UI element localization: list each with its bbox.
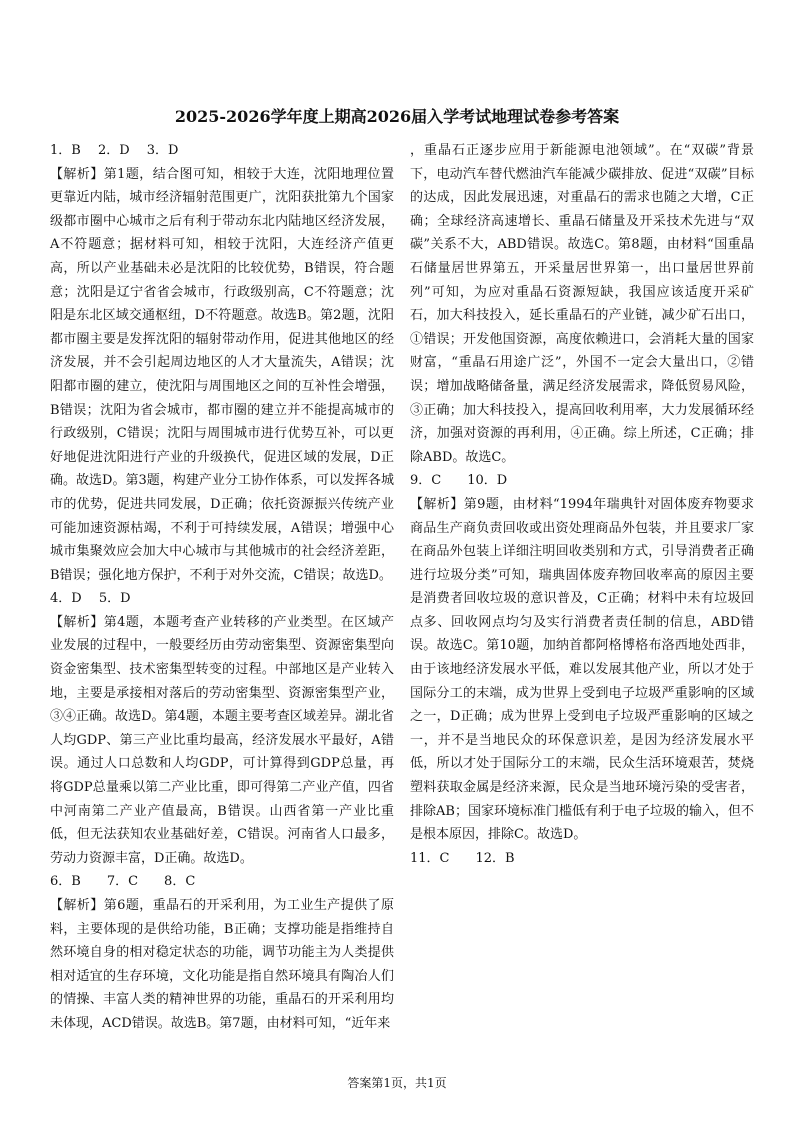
explanation-6-8-text: 【解析】第6题，重晶石的开采利用，为工业生产提供了原料，主要体现的是供给功能，B正确；支撑功能是指维持自然环境自身的相对稳定状态的功能，调节功能主为人类提供相对适宜的生存环境，文化功能是指自然环境具有陶冶人们的情操、丰富人类的精神世界的功能，重晶石的开采利用均未体现，ACD错误。故选B。第7题，由材料可知，“近年来 (50, 898, 394, 1031)
page-footer: 答案第1页，共1页 (347, 1076, 447, 1090)
explanation-4-5: 【解析】第4题，本题考查产业转移的产业类型。在区域产业发展的过程中，一般要经历由劳动密集型、资源密集型向资金密集型、技术密集型转变的过程。中部地区是产业转入地，主要是承接相对落后的劳动密集型、资源密集型产业，③④正确。故选D。第4题，本题主要考查区域差异。湖北省人均GDP、第三产业比重均最高，经济发展水平最好，A错误。通过人口总数和人均GDP，可计算得到GDP总量，再将GDP总量乘以第二产业比重，即可得第二产业产值，四省中河南第二产业产值最高，B错误。山西省第一产业比重低，但无法获知农业基础好差，C错误。河南省人口最多，劳动力资源丰富，D正确。故选D。 (50, 614, 394, 866)
explanation-6-8-continued: ，重晶石正逐步应用于新能源电池领域”。在“双碳”背景下，电动汽车替代燃油汽车能减少碳排放、促进“双碳”目标的达成，因此发展迅速，对重晶石的需求也随之大增，C正确；全球经济高速增长、重晶石储量及开采技术先进与“双碳”关系不大，ABD错误。故选C。第8题，由材料“国重晶石储量居世界第五，开采量居世界第一，出口量居世界前列”可知，为应对重晶石资源短缺，我国应该适度开采矿石，加大科技投入，延长重晶石的产业链，减少矿石出口，①错误；开发他国资源，高度依赖进口，会消耗大量的国家财富，“重晶石用途广泛”，外国不一定会大量出口，②错误；增加战略储备量，满足经济发展需求，降低贸易风险，③正确；加大科技投入，提高回收利用率，大力发展循环经济，加强对资源的再利用，④正确。综上所述，C正确；排除ABD。故选C。 (410, 143, 754, 465)
answer-key-9-10: 9．C 10．D (410, 473, 508, 489)
left-column (50, 139, 394, 1036)
answer-key-4-5: 4．D 5．D (50, 591, 131, 607)
explanation-9-10: 【解析】第9题，由材料“1994年瑞典针对固体废弃物要求商品生产商负责回收或出资处理商品外包装，并且要求厂家在商品外包装上详细注明回收类别和方式，引导消费者正确进行垃圾分类”可知，瑞典固体废弃物回收率高的原因主要是消费者回收垃圾的意识普及，C正确；材料中未有垃圾回点多、回收网点均匀及实行消费者责任制的信息，ABD错误。故选C。第10题，加纳首都阿格博格布洛西地处西非，由于该地经济发展水平低，难以发展其他产业，所以才处于国际分工的末端，成为世界上受到电子垃圾严重影响的区域之一，D正确；成为世界上受到电子垃圾严重影响的区域之一，并不是当地民众的环保意识差，是因为经济发展水平低，所以才处于国际分工的末端，民众生活环境艰苦，焚烧塑料获取金属是经济来源，民众是当地环境污染的受害者，排除AB；国家环境标准门槛低有利于电子垃圾的输入，但不是根本原因，排除C。故选D。 (410, 496, 754, 843)
page-title: 2025-2026学年度上期高2026届入学考试地理试卷参考答案 (174, 107, 620, 126)
answer-key-11-12: 11．C 12．B (410, 850, 515, 866)
answer-key-1-3: 1．B 2．D 3．D (50, 143, 179, 158)
answer-key-6-8: 6．B 7．C 8．C (50, 874, 196, 890)
right-column (410, 139, 754, 870)
explanation-6-8 (50, 894, 394, 1036)
explanation-1-3: 【解析】第1题，结合图可知，相较于大连，沈阳地理位置更靠近内陆，城市经济辐射范围更广，沈阳获批第九个国家级都市圈中心城市之后有利于带动东北内陆地区经济发展，A不符题意；据材料可知，相较于沈阳，大连经济产值更高，所以产业基础未必是沈阳的比较优势，B错误，符合题意；沈阳是辽宁省省会城市，行政级别高，C不符题意；沈阳是东北区域交通枢纽，D不符题意。故选B。第2题，沈阳都市圈主要是发挥沈阳的辐射带动作用，促进其他地区的经济发展，并不会引起周边地区的人才大量流失，A错误；沈阳都市圈的建立，使沈阳与周围地区之间的互补性会增强，B错误；沈阳为省会城市，都市圈的建立并不能提高城市的行政级别，C错误；沈阳与周围城市进行优势互补，可以更好地促进沈阳进行产业的升级换代，促进区域的发展，D正确。故选D。第3题，构建产业分工协作体系，可以发挥各城市的优势，促进共同发展，D正确；依托资源振兴传统产业可能加速资源枯竭，不利于可持续发展，A错误；增强中心城市集聚效应会加大中心城市与其他城市的社会经济差距，B错误；强化地方保护，不利于对外交流，C错误；故选D。 (50, 166, 394, 583)
